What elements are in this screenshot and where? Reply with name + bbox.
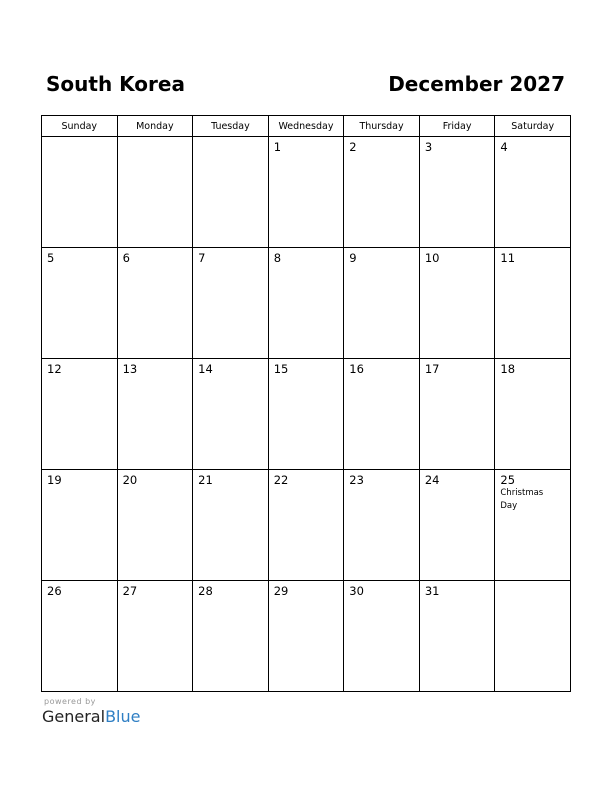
day-number: 5 (47, 251, 55, 265)
powered-by-text: powered by (44, 697, 96, 706)
day-cell (344, 581, 420, 692)
day-cell (419, 248, 495, 359)
calendar-grid (41, 115, 571, 692)
day-number: 31 (424, 584, 440, 598)
weekday-header: Thursday (344, 116, 420, 137)
generalblue-logo (42, 707, 140, 727)
day-number (118, 137, 193, 141)
day-number (42, 137, 117, 141)
day-number: 24 (424, 473, 440, 487)
logo-blue: Blue (105, 707, 141, 726)
day-cell (42, 581, 118, 692)
day-cell (117, 470, 193, 581)
day-number: 25 (500, 473, 516, 487)
week-row (42, 137, 571, 248)
day-cell (495, 581, 571, 692)
day-number: 14 (198, 362, 213, 376)
day-number: 27 (122, 584, 138, 598)
day-number: 2 (349, 140, 357, 154)
weekday-header: Tuesday (193, 116, 269, 137)
day-number: 29 (273, 584, 289, 598)
day-number: 4 (500, 140, 508, 154)
day-number: 1 (273, 140, 282, 154)
weekday-header: Wednesday (268, 116, 344, 137)
month-title: December 2027 (388, 72, 565, 96)
holiday-label: Christmas Day (500, 488, 544, 511)
country-title: South Korea (46, 72, 185, 96)
day-cell (193, 581, 269, 692)
week-row (42, 248, 571, 359)
day-cell (193, 470, 269, 581)
day-cell (495, 248, 571, 359)
day-cell (419, 137, 495, 248)
day-cell (268, 470, 344, 581)
day-number: 8 (273, 251, 282, 265)
day-cell (193, 248, 269, 359)
day-cell (193, 137, 269, 248)
day-number: 21 (198, 473, 213, 487)
weekday-header: Monday (117, 116, 193, 137)
day-cell (419, 359, 495, 470)
day-number: 7 (198, 251, 206, 265)
day-number: 6 (122, 251, 130, 265)
day-cell (419, 581, 495, 692)
day-number: 13 (122, 362, 138, 376)
weekday-header: Friday (419, 116, 495, 137)
day-cell (344, 470, 420, 581)
day-cell (268, 248, 344, 359)
day-cell (42, 470, 118, 581)
day-number: 23 (349, 473, 364, 487)
week-row (42, 470, 571, 581)
day-number: 9 (349, 251, 357, 265)
week-row (42, 359, 571, 470)
day-number: 17 (424, 362, 440, 376)
day-cell (193, 359, 269, 470)
day-number: 18 (500, 362, 516, 376)
day-cell (117, 248, 193, 359)
day-cell (344, 248, 420, 359)
weekday-header: Saturday (495, 116, 571, 137)
day-cell (42, 137, 118, 248)
day-number: 16 (349, 362, 364, 376)
weekday-header: Sunday (42, 116, 118, 137)
day-number: 30 (349, 584, 364, 598)
day-cell (268, 137, 344, 248)
day-number: 12 (47, 362, 62, 376)
footer-branding (42, 697, 140, 727)
day-number: 19 (47, 473, 62, 487)
day-cell (117, 359, 193, 470)
day-number (193, 137, 268, 141)
day-cell (42, 248, 118, 359)
day-number: 3 (424, 140, 433, 154)
day-cell (117, 137, 193, 248)
day-cell (419, 470, 495, 581)
logo-general: General (42, 707, 106, 726)
day-cell (495, 137, 571, 248)
day-cell (42, 359, 118, 470)
day-cell (495, 470, 571, 581)
day-cell (344, 359, 420, 470)
day-number: 11 (500, 251, 516, 265)
day-number: 10 (424, 251, 440, 265)
day-number: 22 (273, 473, 289, 487)
day-number: 26 (47, 584, 62, 598)
weekday-header-row (42, 116, 571, 137)
day-number: 20 (122, 473, 138, 487)
day-number: 15 (273, 362, 289, 376)
week-row (42, 581, 571, 692)
day-number: 28 (198, 584, 213, 598)
day-cell (268, 359, 344, 470)
day-cell (268, 581, 344, 692)
day-cell (344, 137, 420, 248)
day-cell (117, 581, 193, 692)
day-number (495, 581, 570, 585)
day-cell (495, 359, 571, 470)
